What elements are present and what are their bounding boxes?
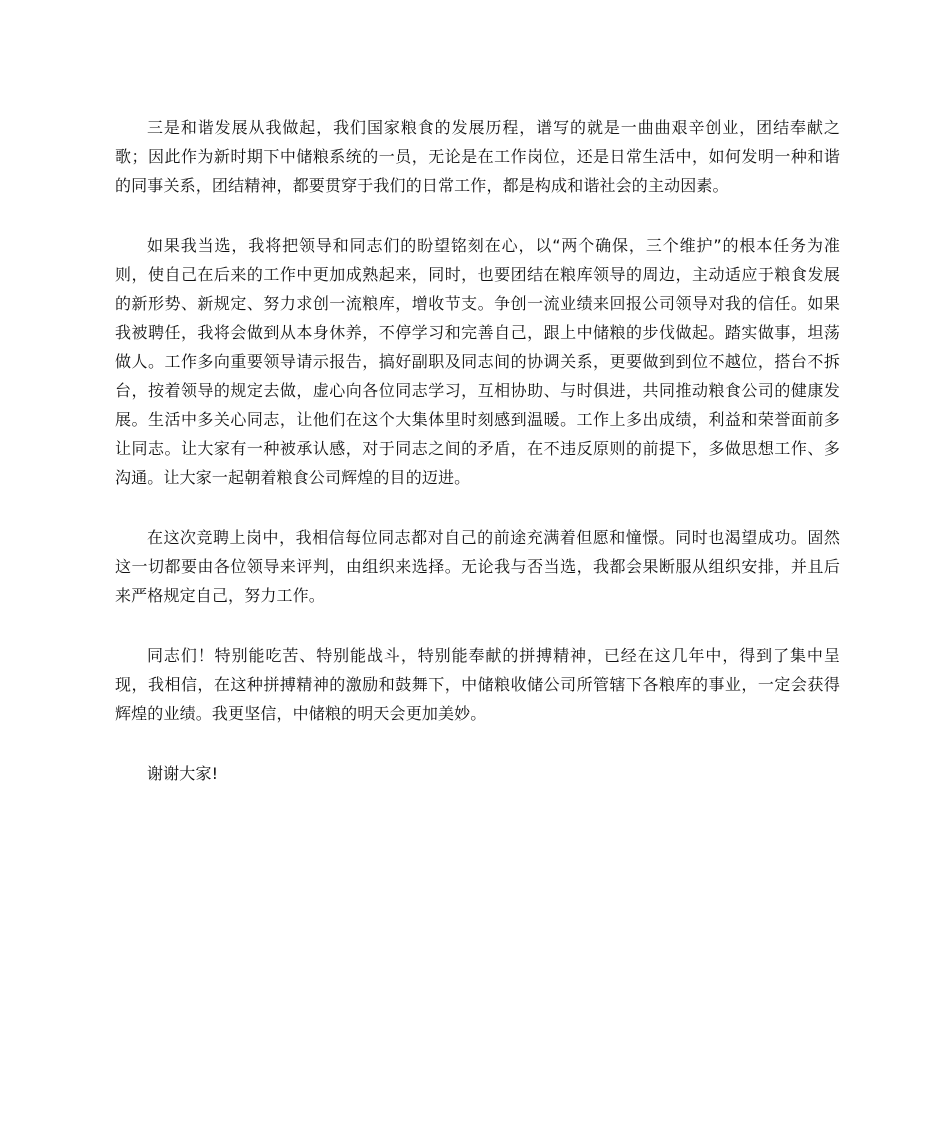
paragraph-thanks: 谢谢大家! bbox=[147, 764, 219, 783]
paragraph-comrades: 同志们！特别能吃苦、特别能战斗，特别能奉献的拼搏精神，已经在这几年中，得到了集中呈现，我相信，在这种拼搏精神的激励和鼓舞下，中储粮收储公司所管辖下各粮库的事业，一定会获得辉煌的业绩。我更坚信，中储粮的明天会更加美妙。 bbox=[115, 646, 840, 723]
paragraph-harmony: 三是和谐发展从我做起，我们国家粮食的发展历程，谱写的就是一曲曲艰辛创业，团结奉献之歌；因此作为新时期下中储粮系统的一员，无论是在工作岗位，还是日常生活中，如何发明一种和谐的同事关系，团结精神，都要贯穿于我们的日常工作，都是构成和谐社会的主动因素。 bbox=[115, 118, 840, 195]
document-body bbox=[115, 113, 840, 819]
paragraph-if-elected: 如果我当选，我将把领导和同志们的盼望铭刻在心，以“两个确保，三个维护”的根本任务为准则，使自己在后来的工作中更加成熟起来，同时，也要团结在粮库领导的周边，主动适应于粮食发展的新形势、新规定、努力求创一流粮库，增收节支。争创一流业绩来回报公司领导对我的信任。如果我被聘任，我将会做到从本身休养，不停学习和完善自己，跟上中储粮的步伐做起。踏实做事，坦荡做人。工作多向重要领导请示报告，搞好副职及同志间的协调关系，更要做到到位不越位，搭台不拆台，按着领导的规定去做，虚心向各位同志学习，互相协助、与时俱进，共同推动粮食公司的健康发展。生活中多关心同志，让他们在这个大集体里时刻感到温暖。工作上多出成绩，利益和荣誉面前多让同志。让大家有一种被承认感，对于同志之间的矛盾，在不违反原则的前提下，多做思想工作、多沟通。让大家一起朝着粮食公司辉煌的目的迈进。 bbox=[115, 236, 840, 487]
paragraph-competition: 在这次竞聘上岗中，我相信每位同志都对自己的前途充满着但愿和憧憬。同时也渴望成功。固然这一切都要由各位领导来评判，由组织来选择。无论我与否当选，我都会果断服从组织安排，并且后来严格规定自己，努力工作。 bbox=[115, 528, 840, 605]
